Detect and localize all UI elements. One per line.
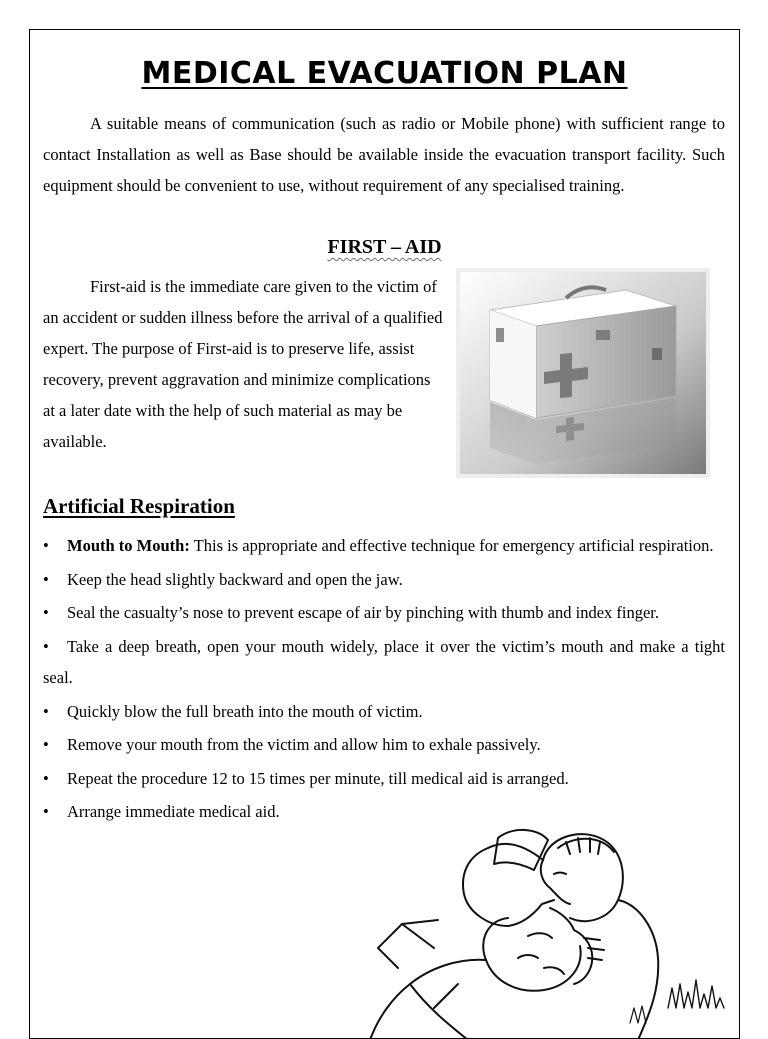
list-item-text: Seal the casualty’s nose to prevent escape of air by pinching with thumb and index finger.: [67, 603, 660, 622]
list-item: [43, 631, 725, 694]
first-aid-kit-image: [456, 268, 710, 478]
first-aid-heading: [30, 236, 739, 259]
bullet-icon: •: [43, 636, 49, 656]
mouth-to-mouth-label: Mouth to Mouth:: [67, 536, 190, 555]
first-aid-heading-text: FIRST – AID: [327, 236, 442, 258]
first-aid-paragraph: First-aid is the immediate care given to the victim of an accident or sudden illness before the arrival of a qualified expert. The purpose of First-aid is to preserve life, assist recovery, prevent aggravation and minimize complications at a later date with the help of such material as may be available.: [43, 277, 443, 451]
bullet-icon: •: [43, 768, 49, 788]
list-item-text: Take a deep breath, open your mouth widely, place it over the victim’s mouth and make a tight seal.: [43, 636, 725, 687]
list-item-text: Quickly blow the full breath into the mouth of victim.: [67, 701, 423, 721]
bullet-icon: •: [43, 603, 49, 622]
bullet-icon: •: [43, 569, 49, 589]
mouth-to-mouth-text: This is appropriate and effective technique for emergency artificial respiration.: [189, 536, 714, 555]
list-item-text: Keep the head slightly backward and open the jaw.: [67, 569, 403, 589]
bullet-icon: •: [43, 701, 49, 721]
list-item: [43, 696, 725, 728]
bullet-icon: •: [43, 536, 49, 555]
list-item: [43, 597, 725, 629]
document-page: [29, 29, 740, 1039]
list-item-text: Repeat the procedure 12 to 15 times per minute, till medical aid is arranged.: [67, 768, 569, 788]
intro-paragraph: A suitable means of communication (such as radio or Mobile phone) with sufficient range to contact Installation as well as Base should be available inside the evacuation transport facility. Such equipment should be convenient to use, without requirement of any specialised training.: [43, 114, 725, 195]
list-item-text: Remove your mouth from the victim and allow him to exhale passively.: [67, 735, 541, 754]
bullet-icon: •: [43, 802, 49, 821]
bullet-icon: •: [43, 735, 49, 754]
cpr-illustration: [338, 808, 740, 1039]
page-title: MEDICAL EVACUATION PLAN: [141, 56, 628, 91]
list-item: [43, 763, 725, 795]
list-item: [43, 729, 725, 761]
artificial-respiration-heading: Artificial Respiration: [43, 494, 235, 518]
list-item: [43, 564, 725, 596]
respiration-steps-list: [43, 530, 725, 830]
list-item-mouth-to-mouth: [43, 530, 725, 562]
list-item-text: Arrange immediate medical aid.: [67, 802, 280, 821]
